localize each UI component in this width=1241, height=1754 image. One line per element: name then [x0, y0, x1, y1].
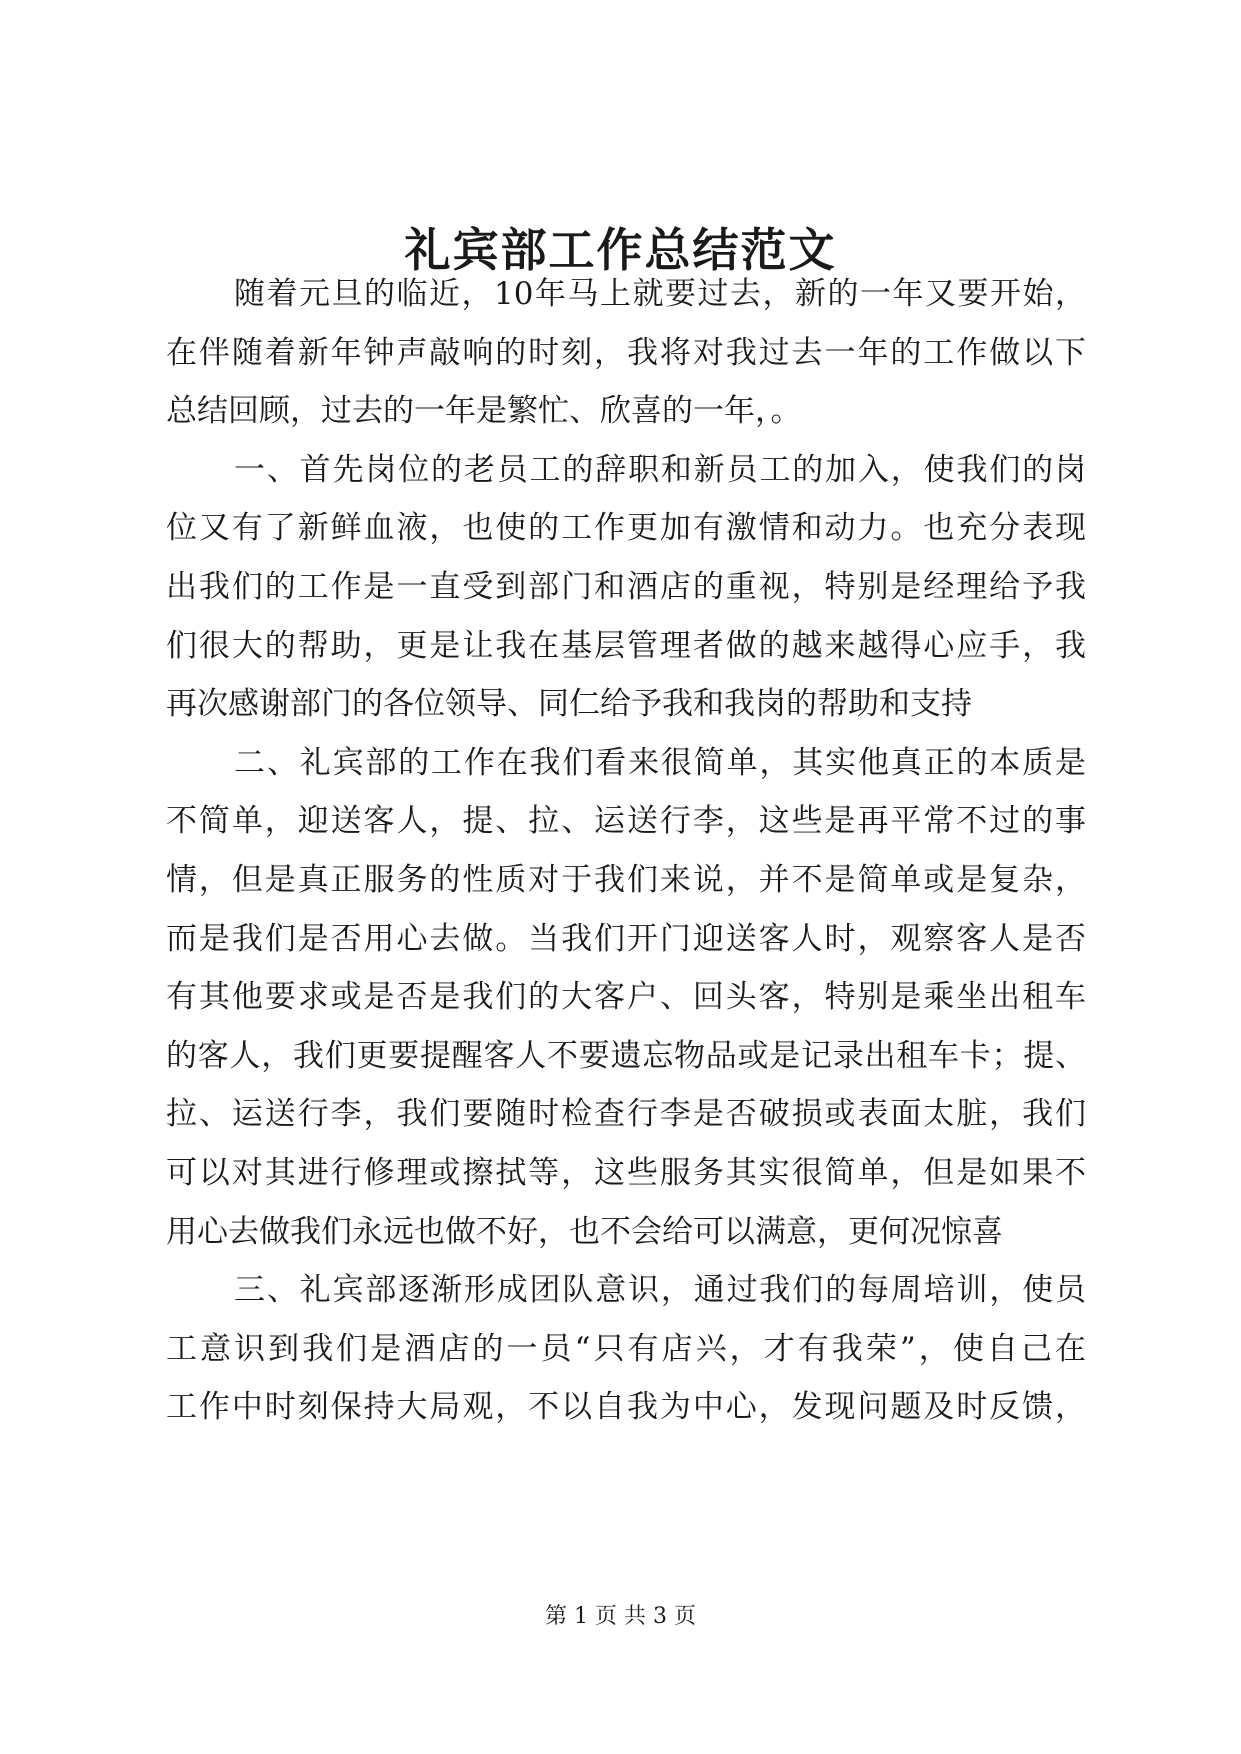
paragraph-line: 情，但是真正服务的性质对于我们来说，并不是简单或是复杂，: [166, 861, 1086, 898]
paragraph-line: 的客人，我们更要提醒客人不要遗忘物品或是记录出租车卡；提、: [166, 1037, 1086, 1074]
paragraph-line: 可以对其进行修理或擦拭等，这些服务其实很简单，但是如果不: [166, 1154, 1086, 1191]
paragraph-line: 有其他要求或是否是我们的大客户、回头客，特别是乘坐出租车: [166, 979, 1086, 1016]
paragraph-line: 再次感谢部门的各位领导、同仁给予我和我岗的帮助和支持: [166, 686, 972, 723]
paragraph-line: 而是我们是否用心去做。当我们开门迎送客人时，观察客人是否: [166, 920, 1086, 957]
paragraph-line: 出我们的工作是一直受到部门和酒店的重视，特别是经理给予我: [166, 568, 1086, 605]
paragraph-line: 一、首先岗位的老员工的辞职和新员工的加入，使我们的岗: [234, 451, 1086, 488]
paragraph-line: 们很大的帮助，更是让我在基层管理者做的越来越得心应手，我: [166, 627, 1086, 664]
paragraph-section-3: [166, 1261, 1086, 1437]
paragraph-line: 工意识到我们是酒店的一员“只有店兴，才有我荣”，使自己在: [166, 1330, 1086, 1367]
paragraph-section-2: [166, 734, 1086, 1261]
page-footer: 第 1 页 共 3 页: [545, 1604, 696, 1629]
paragraph-line: 在伴随着新年钟声敲响的时刻，我将对我过去一年的工作做以下: [166, 334, 1086, 371]
paragraph-line: 工作中时刻保持大局观，不以自我为中心，发现问题及时反馈，: [166, 1389, 1086, 1426]
paragraph-line: 随着元旦的临近，10年马上就要过去，新的一年又要开始，: [234, 276, 1086, 312]
paragraph-line: 三、礼宾部逐渐形成团队意识，通过我们的每周培训，使员: [234, 1272, 1086, 1309]
document-body: [166, 265, 1086, 1437]
paragraph-line: 二、礼宾部的工作在我们看来很简单，其实他真正的本质是: [234, 744, 1086, 781]
paragraph-section-1: [166, 441, 1086, 734]
paragraph-line: 总结回顾，过去的一年是繁忙、欣喜的一年，。: [166, 393, 802, 430]
document-title: 礼宾部工作总结范文: [404, 223, 837, 277]
paragraph-intro: [166, 265, 1086, 441]
paragraph-line: 拉、运送行李，我们要随时检查行李是否破损或表面太脏，我们: [166, 1096, 1086, 1133]
paragraph-line: 不简单，迎送客人，提、拉、运送行李，这些是再平常不过的事: [166, 803, 1086, 840]
paragraph-line: 用心去做我们永远也做不好，也不会给可以满意，更何况惊喜: [166, 1213, 1003, 1250]
paragraph-line: 位又有了新鲜血液，也使的工作更加有激情和动力。也充分表现: [166, 510, 1086, 547]
